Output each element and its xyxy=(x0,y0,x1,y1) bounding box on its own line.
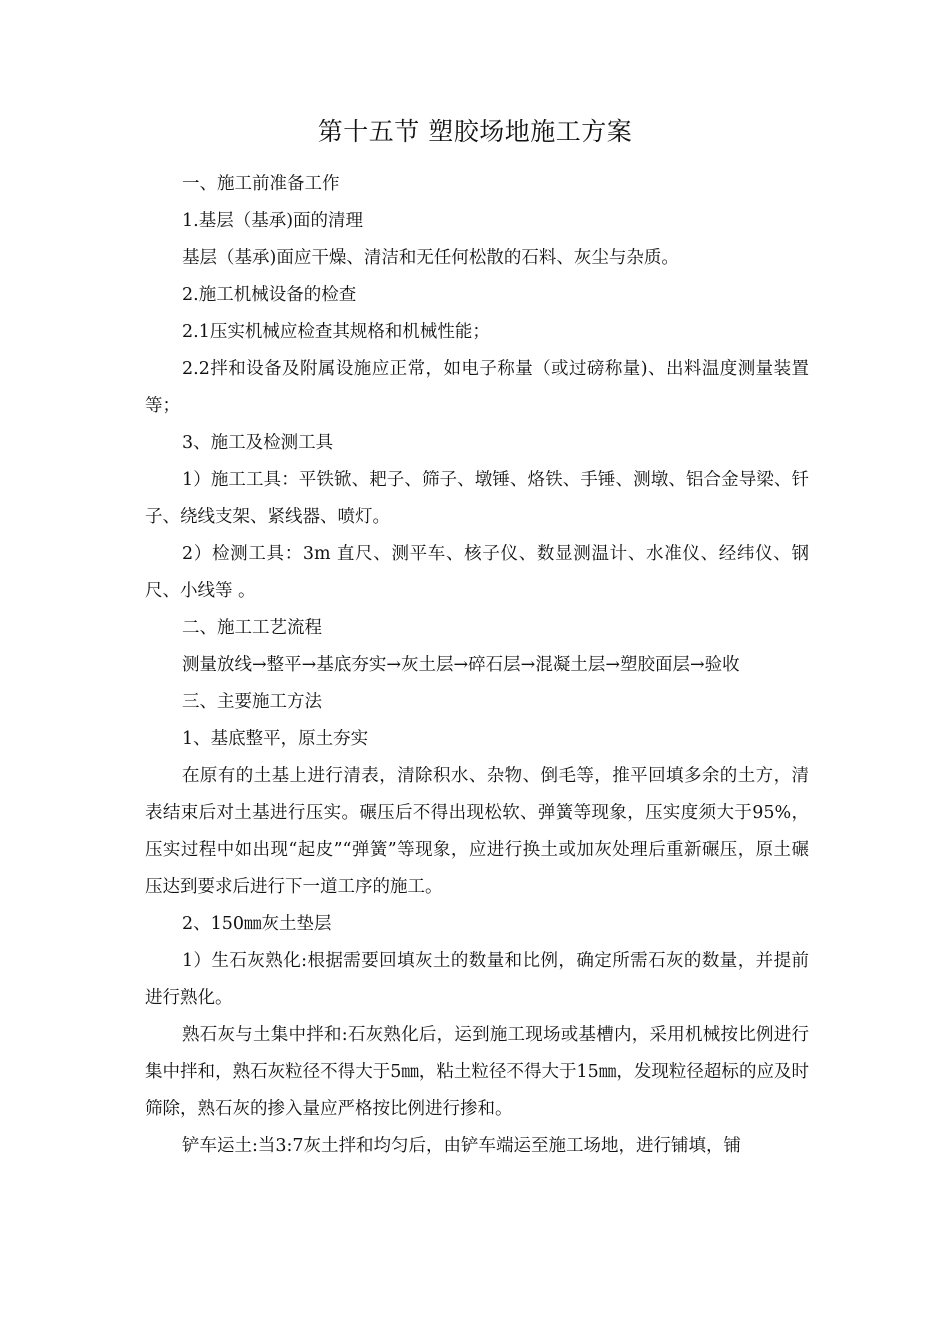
paragraph-mixing-equipment: 2.2拌和设备及附属设施应正常，如电子称量（或过磅称量)、出料温度测量装置等； xyxy=(145,359,809,416)
subheading-tools: 3、施工及检测工具 xyxy=(182,433,334,453)
section-heading-process-flow: 二、施工工艺流程 xyxy=(182,618,322,638)
subheading-base-cleaning: 1.基层（基承)面的清理 xyxy=(182,211,364,231)
subheading-lime-soil-cushion: 2、150㎜灰土垫层 xyxy=(182,914,332,934)
section-heading-preparation: 一、施工前准备工作 xyxy=(182,174,340,194)
paragraph-base-cleaning: 基层（基承)面应干燥、清洁和无任何松散的石料、灰尘与杂质。 xyxy=(182,248,679,268)
paragraph-construction-tools: 1）施工工具：平铁锨、耙子、筛子、墩锤、烙铁、手锤、测墩、铝合金导梁、钎子、绕线支架、紧线器、喷灯。 xyxy=(145,470,809,527)
paragraph-quicklime-slaking: 1）生石灰熟化:根据需要回填灰土的数量和比例，确定所需石灰的数量，并提前进行熟化。 xyxy=(145,951,809,1008)
subheading-equipment-check: 2.施工机械设备的检查 xyxy=(182,285,357,305)
paragraph-loader-transport: 铲车运土:当3:7灰土拌和均匀后，由铲车端运至施工场地，进行铺填，铺 xyxy=(182,1136,742,1156)
subheading-base-leveling: 1、基底整平，原土夯实 xyxy=(182,729,369,749)
paragraph-base-leveling: 在原有的土基上进行清表，清除积水、杂物、倒毛等，推平回填多余的土方，清表结束后对土基进行压实。碾压后不得出现松软、弹簧等现象，压实度须大于95%，压实过程中如出现“起皮”“弹簧”等现象，应进行换土或加灰处理后重新碾压，原土碾压达到要求后进行下一道工序的施工。 xyxy=(145,766,809,897)
paragraph-process-flow: 测量放线→整平→基底夯实→灰土层→碎石层→混凝土层→塑胶面层→验收 xyxy=(182,655,740,675)
paragraph-compaction-machinery: 2.1压实机械应检查其规格和机械性能； xyxy=(182,322,490,342)
paragraph-lime-soil-mixing: 熟石灰与土集中拌和:石灰熟化后，运到施工现场或基槽内，采用机械按比例进行集中拌和，熟石灰粒径不得大于5㎜，粘土粒径不得大于15㎜，发现粒径超标的应及时筛除，熟石灰的掺入量应严格按比例进行掺和。 xyxy=(145,1025,809,1119)
paragraph-inspection-tools: 2）检测工具：3m 直尺、测平车、核子仪、数显测温计、水准仪、经纬仪、钢尺、小线等 。 xyxy=(145,544,809,601)
section-heading-main-methods: 三、主要施工方法 xyxy=(182,692,322,712)
document-body xyxy=(145,166,809,1165)
document-title: 第十五节 塑胶场地施工方案 xyxy=(317,117,633,146)
